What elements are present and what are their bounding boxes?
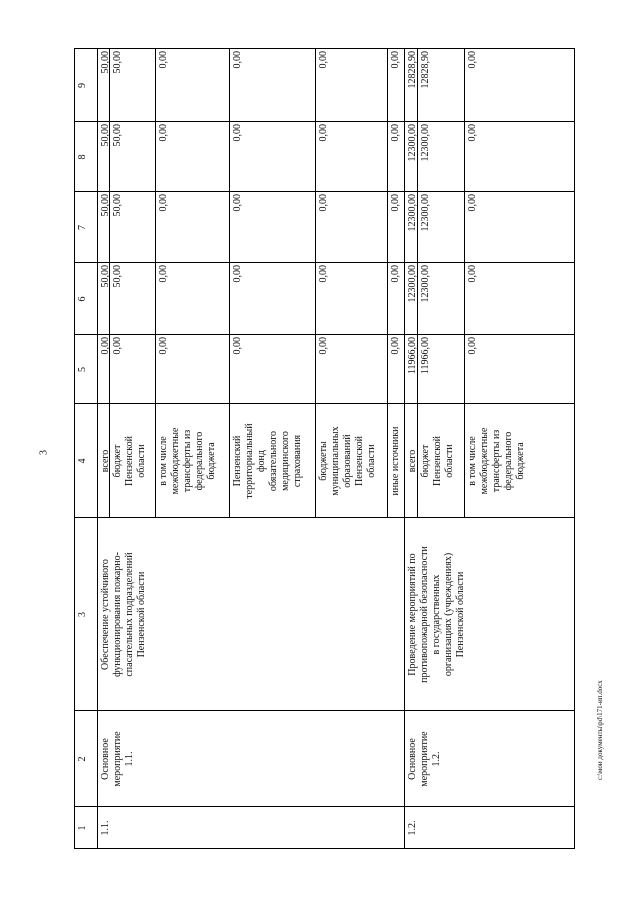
value-1.1.-r0-c9-text: 50,00 xyxy=(100,51,111,74)
value-1.2.-r1-c8-text: 12300,00 xyxy=(420,124,431,162)
value-1.2.-r0-c7 xyxy=(405,192,418,263)
value-1.2.-r1-c7-text: 12300,00 xyxy=(420,194,431,232)
value-1.1.-r2-c6 xyxy=(156,263,230,335)
value-1.1.-r5-c8 xyxy=(388,122,405,192)
header-cell-1 xyxy=(75,807,98,849)
value-1.1.-r0-c5 xyxy=(98,335,110,404)
value-1.2.-r1-c8 xyxy=(418,122,465,192)
value-1.1.-r4-c5 xyxy=(316,335,388,404)
value-1.1.-r0-c8 xyxy=(98,122,110,192)
value-1.1.-r4-c7 xyxy=(316,192,388,263)
value-1.2.-r2-c7 xyxy=(465,192,575,263)
value-1.1.-r0-c9 xyxy=(98,49,110,122)
value-1.1.-r1-c7 xyxy=(110,192,156,263)
header-cell-6-text: 6 xyxy=(77,296,88,302)
value-1.1.-r2-c9-text: 0,00 xyxy=(158,51,169,69)
measure-name-1.1. xyxy=(98,518,405,711)
value-1.2.-r1-c9 xyxy=(418,49,465,122)
funding-table xyxy=(74,48,575,849)
source-1.1.-r4 xyxy=(316,404,388,518)
value-1.1.-r4-c7-text: 0,00 xyxy=(318,194,329,212)
header-cell-3 xyxy=(75,518,98,711)
source-1.2.-r0 xyxy=(405,404,418,518)
value-1.1.-r2-c7-text: 0,00 xyxy=(158,194,169,212)
value-1.1.-r0-c7-text: 50,00 xyxy=(100,194,111,217)
value-1.1.-r5-c7-text: 0,00 xyxy=(390,194,401,212)
value-1.1.-r1-c5-text: 0,00 xyxy=(112,337,123,355)
value-1.2.-r2-c7-text: 0,00 xyxy=(467,194,478,212)
value-1.2.-r1-c5-text: 11966,00 xyxy=(420,337,431,375)
column-1-band xyxy=(75,807,575,849)
value-1.1.-r4-c5-text: 0,00 xyxy=(318,337,329,355)
value-1.1.-r2-c6-text: 0,00 xyxy=(158,265,169,283)
value-1.2.-r1-c7 xyxy=(418,192,465,263)
measure-name-1.2.-text: Проведение мероприятий по противопожарной безопасности в государственных организациях (учреждениях) Пензенской области xyxy=(407,546,466,683)
header-cell-2 xyxy=(75,711,98,807)
column-9-band xyxy=(75,49,575,122)
value-1.1.-r4-c9-text: 0,00 xyxy=(318,51,329,69)
source-1.1.-r4-text: бюджеты муниципальных образований Пензенской области xyxy=(318,426,377,496)
event-1.2. xyxy=(405,711,575,807)
column-4-band xyxy=(75,404,575,518)
value-1.2.-r1-c6-text: 12300,00 xyxy=(420,265,431,303)
column-6-band xyxy=(75,263,575,335)
value-1.1.-r1-c6-text: 50,00 xyxy=(112,265,123,288)
source-1.1.-r3-text: Пензенский территориальный фонд обязательного медицинского страхования xyxy=(232,423,303,499)
value-1.1.-r2-c9 xyxy=(156,49,230,122)
value-1.1.-r0-c6-text: 50,00 xyxy=(100,265,111,288)
source-1.1.-r5-text: иные источники xyxy=(390,426,401,496)
value-1.1.-r1-c5 xyxy=(110,335,156,404)
value-1.1.-r2-c5 xyxy=(156,335,230,404)
value-1.1.-r5-c8-text: 0,00 xyxy=(390,124,401,142)
value-1.1.-r0-c8-text: 50,00 xyxy=(100,124,111,147)
value-1.1.-r0-c6 xyxy=(98,263,110,335)
source-1.1.-r1 xyxy=(110,404,156,518)
header-cell-9-text: 9 xyxy=(77,83,88,88)
source-1.2.-r1 xyxy=(418,404,465,518)
source-1.2.-r2 xyxy=(465,404,575,518)
value-1.1.-r4-c9 xyxy=(316,49,388,122)
value-1.1.-r4-c8 xyxy=(316,122,388,192)
value-1.2.-r0-c5-text: 11966,00 xyxy=(407,337,418,375)
value-1.1.-r4-c8-text: 0,00 xyxy=(318,124,329,142)
source-1.2.-r2-text: в том числе межбюджетные трансферты из федерального бюджета xyxy=(467,427,526,495)
source-1.1.-r0-text: всего xyxy=(100,449,111,473)
source-1.1.-r2 xyxy=(156,404,230,518)
source-1.1.-r0 xyxy=(98,404,110,518)
value-1.1.-r3-c9-text: 0,00 xyxy=(232,51,243,69)
column-3-band xyxy=(75,518,575,711)
num-1.1. xyxy=(98,807,405,849)
value-1.2.-r0-c9-text: 12828,90 xyxy=(407,51,418,89)
header-cell-5 xyxy=(75,335,98,404)
value-1.2.-r0-c6-text: 12300,00 xyxy=(407,265,418,303)
header-cell-7-text: 7 xyxy=(77,225,88,230)
value-1.1.-r2-c5-text: 0,00 xyxy=(158,337,169,355)
value-1.1.-r3-c6-text: 0,00 xyxy=(232,265,243,283)
column-7-band xyxy=(75,192,575,263)
value-1.1.-r5-c7 xyxy=(388,192,405,263)
header-cell-8 xyxy=(75,122,98,192)
value-1.2.-r2-c6 xyxy=(465,263,575,335)
value-1.1.-r1-c8 xyxy=(110,122,156,192)
value-1.1.-r3-c6 xyxy=(230,263,316,335)
value-1.1.-r1-c7-text: 50,00 xyxy=(112,194,123,217)
value-1.1.-r1-c9-text: 50,00 xyxy=(112,51,123,74)
measure-name-1.2. xyxy=(405,518,575,711)
value-1.2.-r1-c9-text: 12828,90 xyxy=(420,51,431,89)
page-number: 3 xyxy=(38,450,50,455)
value-1.1.-r5-c5-text: 0,00 xyxy=(390,337,401,355)
column-5-band xyxy=(75,335,575,404)
header-cell-6 xyxy=(75,263,98,335)
value-1.1.-r2-c8 xyxy=(156,122,230,192)
header-cell-7 xyxy=(75,192,98,263)
event-1.1.-text: Основное мероприятие 1.1. xyxy=(100,731,135,787)
value-1.2.-r2-c8-text: 0,00 xyxy=(467,124,478,142)
value-1.2.-r0-c5 xyxy=(405,335,418,404)
source-1.1.-r3 xyxy=(230,404,316,518)
header-cell-2-text: 2 xyxy=(77,756,88,762)
value-1.1.-r5-c9-text: 0,00 xyxy=(390,51,401,69)
value-1.1.-r1-c6 xyxy=(110,263,156,335)
value-1.1.-r0-c5-text: 0,00 xyxy=(100,337,111,355)
value-1.2.-r0-c9 xyxy=(405,49,418,122)
value-1.1.-r5-c6-text: 0,00 xyxy=(390,265,401,283)
value-1.2.-r2-c6-text: 0,00 xyxy=(467,265,478,283)
column-2-band xyxy=(75,711,575,807)
header-cell-8-text: 8 xyxy=(77,154,88,160)
value-1.2.-r0-c6 xyxy=(405,263,418,335)
value-1.1.-r3-c8-text: 0,00 xyxy=(232,124,243,142)
event-1.2.-text: Основное мероприятие 1.2. xyxy=(407,731,442,787)
value-1.2.-r0-c8 xyxy=(405,122,418,192)
value-1.1.-r5-c5 xyxy=(388,335,405,404)
value-1.2.-r0-c8-text: 12300,00 xyxy=(407,124,418,162)
value-1.2.-r0-c7-text: 12300,00 xyxy=(407,194,418,232)
value-1.1.-r3-c8 xyxy=(230,122,316,192)
value-1.1.-r4-c6-text: 0,00 xyxy=(318,265,329,283)
value-1.1.-r1-c9 xyxy=(110,49,156,122)
header-cell-4-text: 4 xyxy=(77,458,88,464)
header-cell-5-text: 5 xyxy=(77,367,88,372)
value-1.1.-r3-c7 xyxy=(230,192,316,263)
source-1.1.-r5 xyxy=(388,404,405,518)
value-1.1.-r3-c7-text: 0,00 xyxy=(232,194,243,212)
value-1.1.-r0-c7 xyxy=(98,192,110,263)
source-1.2.-r1-text: бюджет Пензенской области xyxy=(420,436,455,486)
value-1.1.-r1-c8-text: 50,00 xyxy=(112,124,123,147)
value-1.2.-r2-c5-text: 0,00 xyxy=(467,337,478,355)
header-cell-9 xyxy=(75,49,98,122)
value-1.1.-r3-c5-text: 0,00 xyxy=(232,337,243,355)
event-1.1. xyxy=(98,711,405,807)
column-8-band xyxy=(75,122,575,192)
value-1.1.-r2-c7 xyxy=(156,192,230,263)
value-1.1.-r5-c9 xyxy=(388,49,405,122)
value-1.1.-r4-c6 xyxy=(316,263,388,335)
value-1.2.-r1-c6 xyxy=(418,263,465,335)
value-1.2.-r2-c5 xyxy=(465,335,575,404)
value-1.1.-r2-c8-text: 0,00 xyxy=(158,124,169,142)
header-cell-3-text: 3 xyxy=(77,612,88,617)
value-1.1.-r3-c9 xyxy=(230,49,316,122)
value-1.2.-r2-c9 xyxy=(465,49,575,122)
num-1.1.-text: 1.1. xyxy=(100,820,111,836)
source-1.1.-r1-text: бюджет Пензенской области xyxy=(112,436,147,486)
header-cell-4 xyxy=(75,404,98,518)
value-1.2.-r1-c5 xyxy=(418,335,465,404)
source-1.1.-r2-text: в том числе межбюджетные трансферты из федерального бюджета xyxy=(158,427,217,495)
num-1.2. xyxy=(405,807,575,849)
measure-name-1.1.-text: Обеспечение устойчивого функционирования пожарно- спасательных подразделений Пензенской области xyxy=(100,552,147,677)
value-1.1.-r5-c6 xyxy=(388,263,405,335)
value-1.1.-r3-c5 xyxy=(230,335,316,404)
header-cell-1-text: 1 xyxy=(77,825,88,831)
footer-file-path: c:\мои документы\pd\171-ип.docx xyxy=(596,680,604,780)
num-1.2.-text: 1.2. xyxy=(407,820,418,836)
value-1.2.-r2-c8 xyxy=(465,122,575,192)
value-1.2.-r2-c9-text: 0,00 xyxy=(467,51,478,69)
source-1.2.-r0-text: всего xyxy=(407,449,418,473)
